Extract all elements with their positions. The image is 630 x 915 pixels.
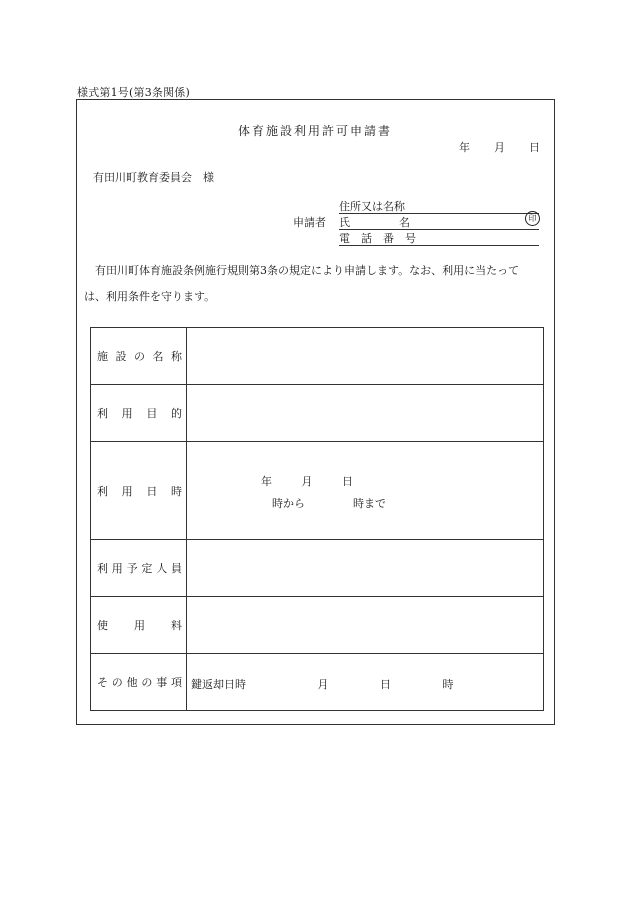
date-day: 日 xyxy=(529,141,540,154)
form-title: 体育施設利用許可申請書 xyxy=(237,124,392,138)
input-datetime[interactable] xyxy=(187,442,544,540)
label-facility-name: 施 設 の 名 称 xyxy=(91,328,187,385)
datetime-date-template xyxy=(261,473,353,489)
applicant-address-label: 住所又は名称 xyxy=(339,200,405,213)
applicant-name-label-1: 氏 xyxy=(339,216,350,229)
datetime-to: 時まで xyxy=(353,497,386,510)
key-return-month: 月 xyxy=(317,678,329,691)
declaration-line-1: 有田川町体育施設条例施行規則第3条の規定により申請します。なお、利用に当たって xyxy=(95,264,520,277)
applicant-name-row xyxy=(339,214,539,230)
input-expected-people[interactable] xyxy=(187,540,544,597)
key-return-hour: 時 xyxy=(442,678,454,691)
row-fee xyxy=(91,597,544,654)
applicant-phone-line[interactable] xyxy=(339,245,539,246)
seal-mark: 印 xyxy=(525,211,540,226)
key-return-day: 日 xyxy=(380,678,391,691)
input-fee[interactable] xyxy=(187,597,544,654)
datetime-from: 時から xyxy=(272,497,305,510)
applicant-phone-label: 電 話 番 号 xyxy=(339,232,416,245)
applicant-name-label-2: 名 xyxy=(399,216,410,229)
input-purpose[interactable] xyxy=(187,385,544,442)
addressee: 有田川町教育委員会 様 xyxy=(93,171,214,184)
application-details-table xyxy=(90,327,544,711)
date-month: 月 xyxy=(494,141,505,154)
label-expected-people: 利 用 予 定 人 員 xyxy=(91,540,187,597)
row-expected-people xyxy=(91,540,544,597)
input-facility-name[interactable] xyxy=(187,328,544,385)
label-other: そ の 他 の 事 項 xyxy=(91,654,187,711)
key-return-label: 鍵返却日時 xyxy=(191,678,246,691)
applicant-label: 申請者 xyxy=(293,216,326,229)
row-datetime xyxy=(91,442,544,540)
declaration-line-2: は、利用条件を守ります。 xyxy=(84,290,216,303)
label-datetime: 利 用 日 時 xyxy=(91,442,187,540)
datetime-day: 日 xyxy=(342,475,353,488)
form-number-label: 様式第1号(第3条関係) xyxy=(77,86,190,99)
datetime-month: 月 xyxy=(301,475,313,488)
row-facility-name xyxy=(91,328,544,385)
date-year: 年 xyxy=(459,141,470,154)
declaration-text xyxy=(84,258,554,310)
datetime-time-template xyxy=(272,495,386,511)
datetime-year: 年 xyxy=(261,475,272,488)
label-fee: 使 用 料 xyxy=(91,597,187,654)
key-return-template xyxy=(191,676,454,692)
label-purpose: 利 用 目 的 xyxy=(91,385,187,442)
row-purpose xyxy=(91,385,544,442)
